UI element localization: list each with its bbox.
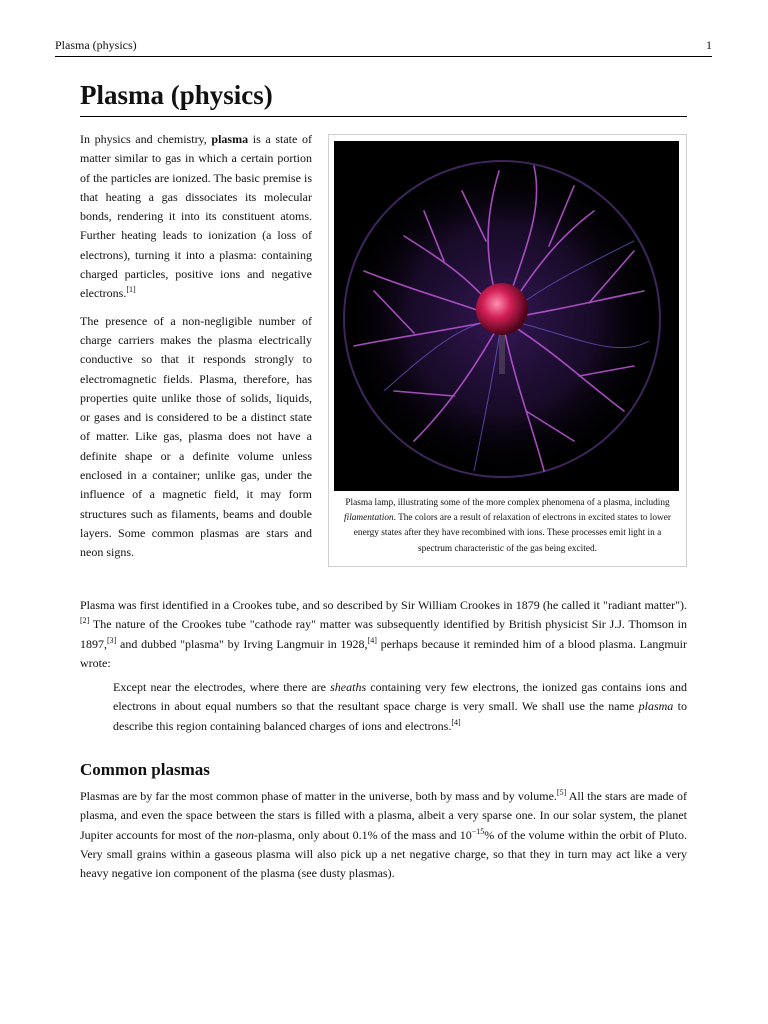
reference-link[interactable]: [2] [80,616,90,626]
running-header [55,38,712,57]
section-heading-common-plasmas: Common plasmas [80,760,210,779]
langmuir-quote: Except near the electrodes, where there are sheaths containing very few electrons, the ionized gas contains ions and electrons in about equal numbers so that the resultant space charge is very small. We shall use the name plasma to describe this region containing balanced charges of ions and electrons.[4] [113,680,687,733]
reference-link[interactable]: [4] [451,717,461,727]
reference-link[interactable]: [5] [556,788,567,797]
page-title: Plasma (physics) [80,79,687,117]
history-paragraph: Plasma was first identified in a Crookes tube, and so described by Sir William Crookes in 1879 (he called it "radiant matter").[2] The nature of the Crookes tube "cathode ray" matter was subsequently identified by British physicist Sir J.J. Thomson in 1897,[3] and dubbed "plasma" by Irving Langmuir in 1928,[4] perhaps because it reminded him of a blood plasma. Langmuir wrote: [80,598,687,670]
intro-column [80,130,312,571]
intro-paragraph-2: The presence of a non-negligible number of charge carriers makes the plasma electrically conductive so that it responds strongly to electromagnetic fields. Plasma, therefore, has properties quite unlike those of solids, liquids, or gases and is considered to be a distinct state of matter. Like gas, plasma does not have a definite shape or a definite volume unless enclosed in a container; unlike gas, under the influence of a magnetic field, it may form structures such as filaments, beams and double layers. Some common plasmas are stars and neon signs. [80,313,312,560]
exponent: −15 [471,826,485,836]
running-header-title: Plasma (physics) [55,38,137,52]
plasma-term: plasma [211,132,249,146]
intro-paragraph-1: In physics and chemistry, plasma is a state of matter similar to gas in which a certain portion of the particles are ionized. The basic premise is that heating a gas dissociates its molecular bonds, rendering it into its constituent atoms. Further heating leads to ionization (a loss of electrons), turning it into a plasma: containing charged particles, positive ions and negative electrons.[1] [80,132,312,301]
page-number: 1 [706,38,712,52]
plasma-lamp-image [334,141,679,491]
reference-link[interactable]: [4] [367,635,377,645]
figure-caption: Plasma lamp, illustrating some of the more complex phenomena of a plasma, including filamentation. The colors are a result of relaxation of electrons in excited states to lower energy states after they have recombined with ions. These processes emit light in a spectrum characteristic of the gas being excited. [344,498,671,554]
common-plasmas-paragraph: Plasmas are by far the most common phase of matter in the universe, both by mass and by volume.[5] All the stars are made of plasma, and even the space between the stars is filled with a plasma, albeit a very sparse one. In our solar system, the planet Jupiter accounts for most of the non-plasma, only about 0.1% of the mass and $10^{-15}\%$ of the volume within the orbit of Pluto. Very small grains within a gaseous plasma will also pick up a net negative charge, so that they in turn may act like a very heavy negative ion component of the plasma (see dusty plasmas). [80,788,687,881]
reference-link[interactable]: [3] [107,635,117,645]
plasma-lamp-figure [328,134,687,567]
reference-link[interactable]: [1] [126,285,136,295]
